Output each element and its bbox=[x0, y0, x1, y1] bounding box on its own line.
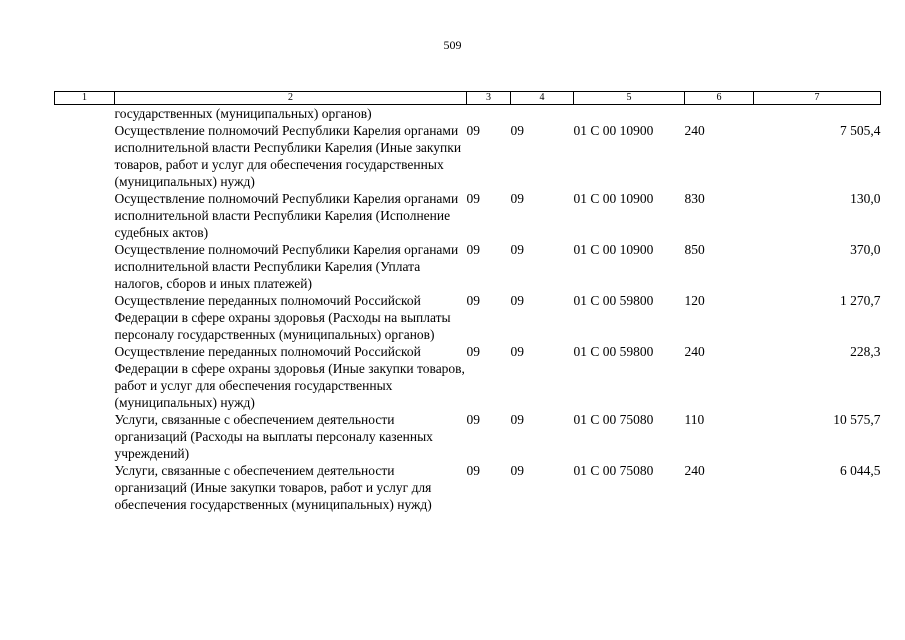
row-amount: 7 505,4 bbox=[840, 123, 881, 138]
row-col1 bbox=[55, 411, 115, 462]
row-description: Осуществление переданных полномочий Российской Федерации в сфере охраны здоровья (Иные закупки товаров, работ и услуг для обеспечения государственных (муниципальных) нужд) bbox=[114, 344, 465, 410]
row-description: государственных (муниципальных) органов) bbox=[114, 106, 372, 121]
row-target-article: 01 С 00 10900 bbox=[573, 123, 654, 138]
row-amount: 130,0 bbox=[850, 191, 881, 206]
row-amount: 228,3 bbox=[850, 344, 881, 359]
row-expense-type: 120 bbox=[684, 293, 705, 308]
row-section: 09 bbox=[466, 293, 480, 308]
row-expense-type: 110 bbox=[684, 412, 705, 427]
table-row bbox=[55, 343, 881, 411]
header-col-7: 7 bbox=[754, 92, 881, 105]
row-target-article: 01 С 00 10900 bbox=[573, 191, 654, 206]
row-target-article: 01 С 00 59800 bbox=[573, 344, 654, 359]
row-section: 09 bbox=[466, 344, 480, 359]
table-row bbox=[55, 122, 881, 190]
row-section: 09 bbox=[466, 191, 480, 206]
row-amount: 1 270,7 bbox=[840, 293, 881, 308]
row-section bbox=[467, 105, 511, 123]
row-target-article: 01 С 00 10900 bbox=[573, 242, 654, 257]
table-row bbox=[55, 462, 881, 513]
header-col-6: 6 bbox=[685, 92, 754, 105]
row-col1 bbox=[55, 292, 115, 343]
row-amount bbox=[754, 105, 881, 123]
row-amount: 10 575,7 bbox=[833, 412, 881, 427]
row-amount: 6 044,5 bbox=[840, 463, 881, 478]
table-row bbox=[55, 241, 881, 292]
header-col-4: 4 bbox=[511, 92, 574, 105]
row-target-article: 01 С 00 75080 bbox=[573, 412, 654, 427]
row-col1 bbox=[55, 343, 115, 411]
row-subsection bbox=[511, 105, 574, 123]
header-col-1: 1 bbox=[55, 92, 115, 105]
row-subsection: 09 bbox=[510, 412, 524, 427]
row-expense-type: 240 bbox=[684, 123, 705, 138]
header-col-5: 5 bbox=[574, 92, 685, 105]
row-section: 09 bbox=[466, 242, 480, 257]
row-col1 bbox=[55, 105, 115, 123]
row-expense-type: 850 bbox=[684, 242, 705, 257]
row-target-article bbox=[574, 105, 685, 123]
row-expense-type: 240 bbox=[684, 463, 705, 478]
row-subsection: 09 bbox=[510, 242, 524, 257]
row-target-article: 01 С 00 75080 bbox=[573, 463, 654, 478]
row-subsection: 09 bbox=[510, 463, 524, 478]
row-expense-type: 830 bbox=[684, 191, 705, 206]
row-section: 09 bbox=[466, 412, 480, 427]
row-description: Осуществление переданных полномочий Российской Федерации в сфере охраны здоровья (Расходы на выплаты персоналу государственных (муниципальных) органов) bbox=[114, 293, 451, 342]
row-description: Осуществление полномочий Республики Карелия органами исполнительной власти Республики Карелия (Уплата налогов, сборов и иных платежей) bbox=[114, 242, 459, 291]
row-col1 bbox=[55, 190, 115, 241]
row-col1 bbox=[55, 122, 115, 190]
row-description: Услуги, связанные с обеспечением деятельности организаций (Расходы на выплаты персоналу казенных учреждений) bbox=[114, 412, 433, 461]
row-target-article: 01 С 00 59800 bbox=[573, 293, 654, 308]
row-col1 bbox=[55, 241, 115, 292]
row-description: Услуги, связанные с обеспечением деятельности организаций (Иные закупки товаров, работ и услуг для обеспечения государственных (муниципальных) нужд) bbox=[114, 463, 432, 512]
row-section: 09 bbox=[466, 123, 480, 138]
table-row bbox=[55, 292, 881, 343]
row-subsection: 09 bbox=[510, 123, 524, 138]
table-row bbox=[55, 190, 881, 241]
row-col1 bbox=[55, 462, 115, 513]
budget-table bbox=[54, 91, 881, 513]
row-expense-type: 240 bbox=[684, 344, 705, 359]
header-col-3: 3 bbox=[467, 92, 511, 105]
row-subsection: 09 bbox=[510, 293, 524, 308]
header-col-2: 2 bbox=[115, 92, 467, 105]
row-section: 09 bbox=[466, 463, 480, 478]
row-expense-type bbox=[685, 105, 754, 123]
row-subsection: 09 bbox=[510, 344, 524, 359]
header-row bbox=[55, 92, 881, 105]
table-row bbox=[55, 105, 881, 123]
row-description: Осуществление полномочий Республики Карелия органами исполнительной власти Республики Карелия (Исполнение судебных актов) bbox=[114, 191, 459, 240]
row-amount: 370,0 bbox=[850, 242, 881, 257]
table-row bbox=[55, 411, 881, 462]
row-description: Осуществление полномочий Республики Карелия органами исполнительной власти Республики Карелия (Иные закупки товаров, работ и услуг для обеспечения государственных (муниципальных) нужд) bbox=[114, 123, 462, 189]
page-number: 509 bbox=[443, 38, 462, 52]
row-subsection: 09 bbox=[510, 191, 524, 206]
